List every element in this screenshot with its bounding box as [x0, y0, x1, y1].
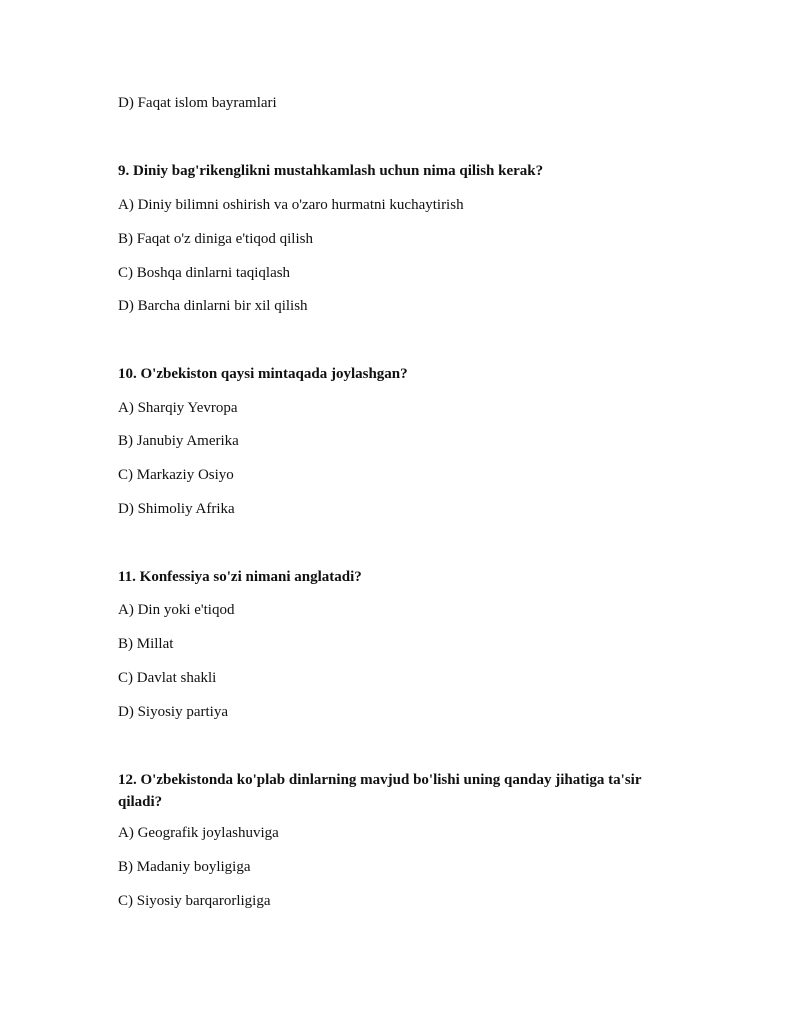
question-11-option-c: C) Davlat shakli: [118, 670, 217, 686]
question-9-option-d: D) Barcha dinlarni bir xil qilish: [118, 298, 308, 314]
question-12-option-a: A) Geografik joylashuviga: [118, 825, 279, 841]
question-11-option-a: A) Din yoki e'tiqod: [118, 602, 235, 618]
question-12-option-c: C) Siyosiy barqarorligiga: [118, 893, 271, 909]
question-10-option-b: B) Janubiy Amerika: [118, 433, 239, 449]
question-9-option-a: A) Diniy bilimni oshirish va o'zaro hurmatni kuchaytirish: [118, 197, 464, 213]
question-11-text: 11. Konfessiya so'zi nimani anglatadi?: [118, 569, 362, 585]
question-10-text: 10. O'zbekiston qaysi mintaqada joylashgan?: [118, 366, 408, 382]
question-10-option-d: D) Shimoliy Afrika: [118, 501, 235, 517]
question-10-option-a: A) Sharqiy Yevropa: [118, 400, 238, 416]
question-9-option-c: C) Boshqa dinlarni taqiqlash: [118, 265, 291, 281]
question-9-text: 9. Diniy bag'rikenglikni mustahkamlash uchun nima qilish kerak?: [118, 163, 544, 179]
answer-option-prev-d: D) Faqat islom bayramlari: [118, 95, 277, 111]
question-10-option-c: C) Markaziy Osiyo: [118, 467, 234, 483]
question-12-text: 12. O'zbekistonda ko'plab dinlarning mavjud bo'lishi uning qanday jihatiga ta'sir qiladi?: [118, 772, 642, 810]
question-9-option-b: B) Faqat o'z diniga e'tiqod qilish: [118, 231, 313, 247]
question-11-option-d: D) Siyosiy partiya: [118, 704, 228, 720]
question-12-option-b: B) Madaniy boyligiga: [118, 859, 251, 875]
question-11-option-b: B) Millat: [118, 636, 174, 652]
